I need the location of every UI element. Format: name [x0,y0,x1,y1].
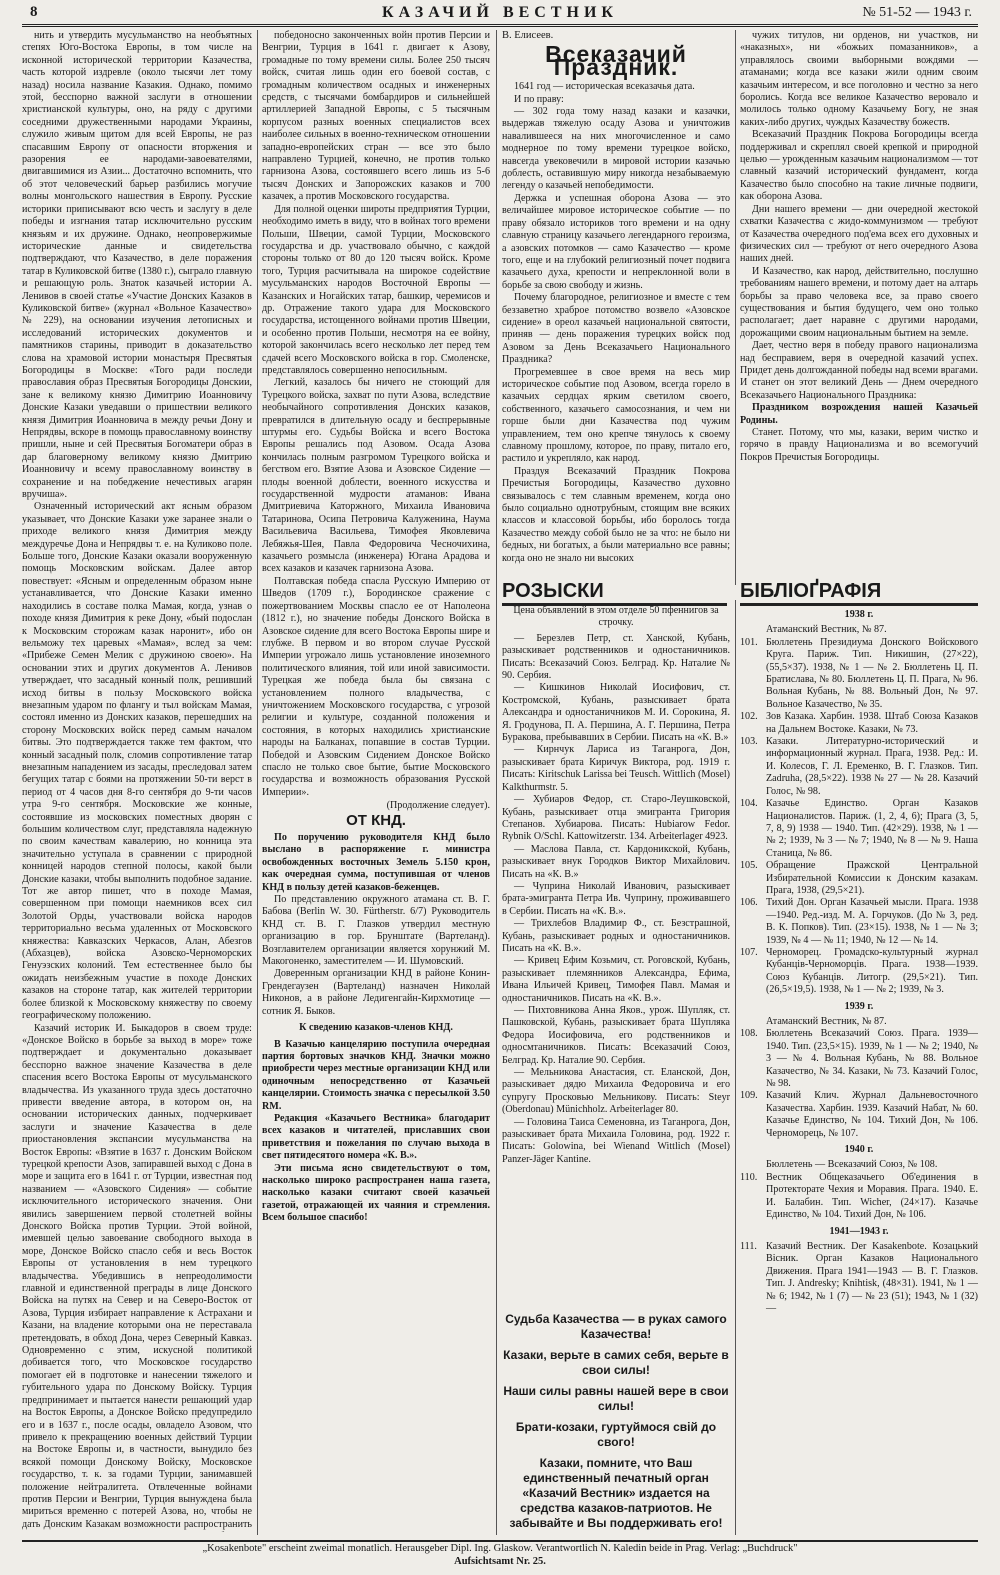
paragraph: Редакция «Казачьего Вестника» благодарит всех казаков и читателей, приславших свои приветствия и пожелания по случаю выхода в свет пятидесятого номера «К. В.». [262,1112,490,1162]
slogan: Брати-козаки, гуртуймося свiй до свого! [515,1420,717,1449]
bib-item: 101. Бюллетень Президиума Донского Войскового Круга. Париж. Тип. Никишин, (27×22), (55,5×37). 1938, № 1 — № 2. Бюллетень Ц. П. Братислава, № 80. Бюллетень Ц. П. Прага, № 96. Вольная Кубань, № 88. Вольный Дон, № 97. Вольное Казачество, № 35. [740,636,978,710]
paragraph: В Казачью канцелярию поступила очередная партия бортовых значков КНД. Значки можно приобрести через местные организации КНД или одиночным непосредственно от Казачьей канцелярии. Стоимость значка с пересылкой 3.50 RM. [262,1038,490,1112]
paragraph: Для полной оценки широты предприятия Турции, необходимо иметь в виду, что в войнах того времени Польши, Швеции, самой Турции, Московского государства и др. участвовало обычно, с каждой стороны только от 80 до 120 тысяч войск. Кроме того, Турция расчитывала на широкое содействие мусульманских народов Восточной Европы — Казанских и Ногайских татар, башкир, черемисов и др. Отражение такого удара для Московского государства, истощенного войнами против Швеции, и особенно против Польши, несмотря на ее войну, которой закончилась всего несколько лет перед тем сдачей всего Московского войска в гор. Смоленске, представлялось совершенно непосильным. [262,203,490,376]
knd-notice-title: К сведению казаков-членов КНД. [299,1022,453,1034]
bib-item: 110. Вестник Общеказачьего Об'единения в Протекторате Чехия и Моравия. Прага. 1940. Е. И. Балабин. Тип. Wicher, (24×17). Казачье Единство, № 104. Тихий Дон, № 106. [740,1171,978,1221]
slogans-box [502,1312,730,1540]
paragraph: Всеказачий Праздник Покрова Богородицы всегда поддерживал и скреплял своей крепкой и природной целью — урожденным казачьим национализмом — тот славный казачий исторический фундамент, когда Казачество было способно на такие личные подвиги, как оборона Азова. [740,129,978,203]
paragraph: Почему благородное, религиозное и вместе с тем беззаветно храброе потомство возвело «Азовское сидение» в ореол казачьей национальной святости, приняв — день поражения турецких войск под Азовом за День Всеказачьего Национального Праздника? [502,292,730,366]
paragraph: Дает, честно веря в победу правого национализма над бесправием, веря в очередной казачий успех. Придет день долгожданной победы над всеми врагами. И станет он этот великий День — Днем очередного Всеказачьего Национального Праздника: [740,340,978,401]
paragraph: Станет. Потому, что мы, казаки, верим чистко и горячо в правду Национализма и во всемогучий Покров Пречистыя Богородицы. [740,427,978,463]
paragraph: — 302 года тому назад казаки и казачки, выдержав тяжелую осаду Азова и уничтожив навалившееся на них многочисленное и само моднерное по тому времени турецкое войско, навсегда увековечили в мировой истории казачью доблесть, оставившую миру никогда незабываемую легенду о казачьей непобедимости. [502,106,730,192]
slogan: Казаки, верьте в самих себя, верьте в свои силы! [503,1348,729,1377]
search-item: — Мельникова Анастасия, ст. Еланской, Дон, разыскивает дядю Михаила Федоровича и его супругу Просковью Мельникову. Писать: Steyr (Oberdonau) Münichholz. Arbeiterlager 80. [502,1067,730,1116]
bib-line: Бюллетень — Всеказачий Союз, № 108. [766,1159,938,1171]
bib-item: 105. Обращение Пражской Центральной Избирательной Комиссии к Донским казакам. Прага, 1938, (29,5×21). [740,860,978,896]
bib-item: 109. Казачий Клич. Журнал Дальневосточного Казачества. Харбин. 1939. Казачий Набат, № 60. Казачье Единство, № 104. Тихий Дон, № 106. Черноморець, № 107. [740,1090,978,1139]
to-be-continued: (Продолжение следует). [386,800,490,811]
paragraph: Доверенным организации КНД в районе Конин-Грендегаузен (Вартеланд) назначен Николай Никонов, а в районе Ледигенгайн-Кирхмотице — сотник Я. Быков. [262,968,490,1017]
imprint-line: Aufsichtsamt Nr. 25. [454,1556,546,1567]
paragraph: Означенный исторический акт ясным образом указывает, что Донские Казаки уже заранее знали о приходе великого князя Димитрия между междуречье Дона и Непрядвы т. е. на Куликово поле. Больше того, Донские Казаки оказали вооруженную помощь Московским войскам. Далее автор повествует: «Ясным и определенным образом ныне устанавливается, что Донские Казаки именно находились в составе полка Мамая, когда, узнав о походе князя Димитрия к реке Дону, «бый подослан к Московским сторожам казак наронит», ибо он вельможу тех царевых «Мамая», вслед за чем: «Прибеже Семен Мелик с дружиною своею». На основании этих и других документов А. Ленивов утверждает, что засадный конный полк, решивший исход битвы в пользу Московского войска внезапным ударом по флангу и тыл войскам Мамая, состоял именно из Донских казаков, перешедших на сторону Московских войск перед самым началом битвы. Это подтверждается также тем фактом, что конный засадный полк, сломив сопротивление татар внезапным нападением из засады, преследовал затем бегущих татар с боями на протяжении 50-ти верст в период от 4 часов дня 8-го сентября до 9-ти часов утра 9-го сентября. Московские же конные, состоявшие из московских поместных дворян с большим количеством слуг, представляла надежную по своим качествам кавалерию, но конница эта значительно уступала в сравнении с природной конницей народов степной полосы, какой были Донские казаки, чтобы выполнить подобное задание. Тот же автор пишет, что в походе Мамая, совершенном при помощи наемников всех сил Золотой Орды, участвовали войска народов территориально весьма удаленных от Московского княжества: Кавказских Черкасов, Алан, Абезгов (Абхазцев), войска Азовско-Черноморских Генуэзских колоний. Тем естественнее было бы ожидать неизбежным участие в походе Донских казаков на стороне татар, как жителей территории более близкой к Московскому княжеству по своему географическому положению. [22,501,252,1022]
bibliography-section-title: БIБЛIОҐРАФIЯ [740,580,978,606]
paragraph: И по праву: [514,93,564,105]
paragraph: По представлению окружного атамана ст. В. Г. Бабова (Berlin W. 30. Fürtherstr. 6/7) Руководитель КНД ст. В. Г. Глазков утвердил местную организацию в гор. Брунштате (Вартеланд). Возглавителем организации является хорунжий М. Макогоненко, заместителем — И. Шумовский. [262,894,490,968]
column-rule [735,600,736,1535]
issue-info: № 51-52 — 1943 г. [862,5,972,20]
festival-article-column-2 [740,30,978,580]
festival-title: Всеказачий Праздник. [545,41,687,80]
search-item: — Кишкинов Николай Иосифович, ст. Костромской, Кубань, разыскивает брата Александра и одностаничников М. И. Сорокина, Я. Я. Гродунова, П. А. Першина, А. Г. Першина, Петра Буракова, пребывавших в Сербии. Писать на «К. В.» [502,682,730,744]
bib-item: 107. Черноморец. Громадско-культурный журнал Кубанцiв-Черноморцiв. Прага. 1938—1939. Союз Кубанцiв. Литогр. (29,5×21). Тип. (26,5×19,5). 1938, № 1 — № 2; 1939, № 3. [740,946,978,996]
search-section-title: РОЗЫСКИ [502,580,727,606]
article-author: В. Елисеев. [502,30,554,41]
page-header [22,2,978,27]
paragraph: Праздуя Всеказачий Праздник Покрова Пречистыя Богородицы, Казачество духовно связывалось с тем славным временем, когда оно было социально однотрубным, стоящим вне всяких классов и классовой борьбы, ибо боролось тогда Казачество между собой было не за что: не было ни бедных, ни богатых, а были материально все равны; когда оно не знало ни высоких [502,465,730,564]
page-number: 8 [30,4,38,20]
slogan: Судьба Казачества — в руках самого Казачества! [505,1312,727,1341]
search-item: — Трихлебов Владимир Ф., ст. Безстрашной, Кубань, разыскивает родных и одностаничников. Писать на «К. В.». [502,918,730,954]
search-price-note: Цена объявлений в этом отделе 50 пфеннигов за строчку. [513,605,719,629]
paragraph: чужих титулов, ни орденов, ни участков, ни «наказных», ни «божьих помазанников», а управлялось своими выборными вождями — атаманами; когда все казаки жили одним своим казачьим интересом, и все поголовно и честно за него боролись. Когда все великое Казачество веровало и молилось только одному Казачьему Богу, не зная каких-либо других, чуждых Казачеству божеств. [740,30,978,128]
paragraph: 1641 год — историческая всеказачья дата. [514,81,695,93]
bib-year: 1941—1943 г. [829,1225,889,1237]
history-article-column-2 [262,30,490,800]
bib-year: 1940 г. [844,1144,874,1156]
bib-line: Атаманский Вестник, № 87. [766,1016,887,1027]
bib-item: 108. Бюллетень Всеказачий Союз. Прага. 1939—1940. Тип. (23,5×15). 1939, № 1 — № 2; 1940, № 3 — № 4. Вольная Кубань, № 88. Вольное Казачество, № 34. Казаки, № 73. Казачий Голос, № 98. [740,1028,978,1090]
newspaper-title: КАЗАЧИЙ ВЕСТНИК [381,4,619,21]
paragraph: нить и утвердить мусульманство на необъятных степях Юго-Востока Европы, в том числе на исконной исторической территории Казачества, часть которой издревле (около тысячи лет тому назад) носила название Казакия. Однако, помимо этой, бесспорно важной заслуги в отношении христианской культуры, оно, на ряду с другими соседними дружественными народами Украины, служило живым щитом для всей Европы, не раз спасавшим Европу от опасности вторжения и разорения ее народами-завоевателями, двигавшимися из Азии... Достаточно вспомнить, что об этот человеческий барьер разбились могучие волны монгольского нашествия в Европу. Русские историки приписывают всю честь и заслугу в деле победы и изгнания татар исключительно русским князьям и их дружине. Однако, неопровержимые исторические данные и свидетельства подтверждают, что Казачество, в деле поражения татар в Куликовской битве (1380 г.), сыграло главную и решающую роль. Знаток казачьей истории А. Ленивов в своей статье «Участие Донских Казаков в Куликовской битве» (журнал «Вольное Казачество» № 229), на основании изучения летописных и исследований исторических документов и памятников старины, приводит в доказательство слова на храмовой истории монастыря Пресвятыя Богородицы в Москве: «Того ради последи православия образ Пресвятыя Богородицы Донскии, зане к великому князю Димитрию Иоанновичу Донские Казаки уведавши о пришествии великого князя Димитрия Иоанновича в между речьи Дону и Непрядвы, вскоре в помощь православному воинству пришли, ныне и сей Пресвятыя Богоматери образ в дар благоверному великому князю Дмитрию Иоанновичу и всему православному воинству в сохранение и на победжение нечестивых агарян вручиша». [22,30,252,501]
search-column [502,605,730,1305]
slogan: Казаки, помните, что Ваш единственный печатный орган «Казачий Вестник» издается на средства казаков-патриотов. Не забывайте и Вы поддерживать его! [509,1456,723,1530]
search-item: — Кирнчук Лариса из Таганрога, Дон, разыскивает брата Киричук Виктора, род. 1919 г. Писать: Kiritschuk Larissa bei Teusch. Wittlich (Mosel) Kalkthurmstr. 5. [502,744,730,793]
bib-item: 103. Казаки. Литературно-исторический и информационный журнал. Прага, 1938. Ред.: И. И. Колесов, Г. Л. Еременко, В. Г. Глазков. Тип. Zadruha, (28,5×22). 1938 № 27 — № 28. Казачий Голос, № 98. [740,736,978,797]
paragraph: Казачий историк И. Быкадоров в своем труде: «Донское Войско в борьбе за выход в море» тоже подтверждает и документально доказывает бесспорно важное значение Казачества в деле спасения всего Востока Европы от мусульманского владычества. Из указанного труда здесь достаточно привести введение автора, в котором он, на основании исторических данных, подчеркивает заслуги и значение Казачества в деле приостановления экспансии мусульманства на Восток Европы: «Взятие в 1637 г. Донским Войском турецкой крепости Азов, запиравшей выход с Дона в море и защита его в 1641 г. от Турции, известная под названием — «Азовского Сидения» — событие исключительного исторического значения. Они явились завершением первой столетней войны Донского Войска против Турции. Этой войной, имевшей целью завоевание свободного выхода в море, Донское Войско спасло себя и весь Восток Европы от установления в нем турецкого владычества. Убедившись в непреодолимости главной и единственной преграды в лице Донского Войска на путях на Север и на Северо-Восток от Азова, Турция избирает направление к Астрахани и Казани, на владение которыми она не переставала претендовать, в обход Дона, через Северный Кавказ. Одновременно с этим, искусной политикой добивается того, что Московское государство помогает ей в подготовке и нанесении тяжелого и губительного удара по Донскому Войску. Турция предпринимает и пытается нанести решающий удар на Восток Европы, а Донское Войско предупредило его и в 1637 г., после осады, овладело Азовом, что привело к прекращению военных действий Турции на Востоке Европы и, в частности, вынудило без всякой помощи Донскому Войску, Московское государство, т. к. за годами Турции, занимавшей положение нейтралитета. Отвлеченные войнами против Персии и Венгрии, Турция вынуждена была мириться временно с потерей Азова, но, чтобы не дать Донским Казакам возможности распространить [22,1022,252,1530]
column-rule [496,30,497,1535]
bib-year: 1938 г. [844,609,874,620]
paragraph: Праздником возрождения нашей Казачьей Родины. [740,402,978,426]
search-item: — Кривец Ефим Козьмич, ст. Роговской, Кубань, разыскивает племянников Александра, Ефима, Ивана Ильичей Кривец, Тимофея Павл. Мамая и одностаничников. Писать на «К. В.». [502,955,730,1004]
paragraph: Дни нашего времени — дни очередной жестокой схватки Казачества с жидо-коммунизмом — требуют от Казачества очередного под'ема всех его духовных и физических сил — требуют от него очередного Азова наших дней. [740,203,978,265]
bib-item: 111. Казачий Вестник. Der Kasakenbote. Козацький Вiсник. Орган Казаков Национального Движения. Прага 1941—1943 — В. Г. Глазков. Тип. J. Andresky; Knihtisk, (48×31). 1941, № 1 — № 6; 1942, № 1 (7) — № 23 (51); 1943, № 1 (32) — [740,1240,978,1314]
paragraph: Полтавская победа спасла Русскую Империю от Шведов (1709 г.), Бородинское сражение с пожертвованием Москвы спасло ее от Наполеона (1812 г.), но значение победы Донского Войска в Азовское сидение для всего Востока Европы шире и глубже. В первом и во втором случае Русской Империи угрожало лишь установление иноземного политического влияния, той или иной зависимости. Турецкая же победа была бы связана с установлением полного владычества, с уничтожением Московского государства, с угрозой религии и культуре, созданной положения и состояния, в которых находились христианские народы на Балканах, попавшие в состав Турции. Победой и Азовским Сидением Донское Войско спасло не только свое бытие, бытие Московского государства и возможность образования Русской Империи». [262,575,490,798]
search-item: — Чуприна Николай Иванович, разыскивает брата-эмигранта Петра Ив. Чуприну, проживавшего в Сербии. Писать на «К. В.». [502,880,730,917]
paragraph: И Казачество, как народ, действительно, послушно требованиям нашего времени, и потому дает на алтарь борьбы за право человека все, за право своего существования и бытия будущего, чем оно только располагает; дает наравне с другими народами, дорожащими своим национальным бытием на земле. [740,265,978,339]
knd-column [262,832,490,1562]
bib-item: 104. Казачье Единство. Орган Казаков Националистов. Париж. (1, 2, 4, 6); Прага (3, 5, 7, 8, 9) 1938 — 1940. Тип. (42×29). 1938, № 1 — № 2; 1939, № 3 — № 7; 1940, № 8 — № 9. Наша Станица, № 86. [740,798,978,859]
paragraph: Эти письма ясно свидетельствуют о том, насколько широко распространен наша газета, насколько казаки считают своей казачьей газетой, отражающей их чаяния и стремления. Всем большое спасибо! [262,1162,490,1224]
bib-item: 102. Зов Казака. Харбин. 1938. Штаб Союза Казаков на Дальнем Востоке. Казаки, № 73. [740,711,978,735]
paragraph: Прогремевшее в свое время на весь мир историческое событие под Азовом, всегда горело в казачьих сердцах ярким светилом своего, собственного, казачьего самосознания, и чем ни горше были дни Казачества под чужим управлением, тем оно крепче тянулось к своему славному прошлому, которое, по праву, питало его, растило и укрепляло, как народ. [502,366,730,465]
paragraph: По поручению руководителя КНД было выслано в распоряжение г. министра освобожденных восточных Земель 5.150 крон, как очередная сумма, поступившая от членов КНД в пользу детей казаков-беженцев. [262,832,490,893]
search-item: — Головина Таиса Семеновна, из Таганрога, Дон, разыскивает брата Михаила Головина, род. 1922 г. Писать: Golowina, bei Wienand Wittlich (Mosel) Panzer-Jäger Kantine. [502,1116,730,1165]
imprint-footer [22,1540,978,1572]
bib-line: Атаманский Вестник, № 87. [766,624,887,636]
bib-year: 1939 г. [844,1000,874,1012]
bibliography-column [740,605,978,1485]
history-article-column-1 [22,30,252,1532]
imprint-line: „Kosakenbote" erscheint zweimal monatlich. Herausgeber Dipl. Ing. Glaskow. Verantwortlich N. Kaledin beide in Prag. Verlag: „Buchdruck" [202,1543,798,1554]
slogan: Наши силы равны нашей вере в свои силы! [503,1384,729,1413]
knd-title: ОТ КНД. [346,812,406,829]
column-rule [735,30,736,585]
festival-article-column-1 [502,30,730,580]
search-item: — Хубиаров Федор, ст. Старо-Леушковской, Кубань, разыскивает отца эмигранта Григория Степанов. Хубиарова. Писать: Hubiarow Fedor. Rybnik O/Schl. Kattowitzerstr. 134. Arbeiterlager 4923. [502,794,730,843]
search-item: — Маслова Павла, ст. Кардоникской, Кубань, разыскивает внук Городков Виктор Михайлович. Писать на «К. В.» [502,843,730,880]
search-item: — Пихтовникова Анна Яков., урож. Шупляк, ст. Пашковской, Кубань, разыскивает брата Шупляка Федора Иосифовича, его родственников и односмтаничников. Писать: Всеказачий Союз, Белград. Кр. Наталие 90. Сербия. [502,1005,730,1066]
bib-item: 106. Тихий Дон. Орган Казачьей мысли. Прага. 1938—1940. Ред.-изд. М. А. Горчуков. (До № 3, ред. В. К. Попков). Тип. (23×15). 1938, № 1 — № 3; 1939, № 4 — № 11; 1940, № 12 — № 14. [740,897,978,946]
paragraph: победоносно законченных войн против Персии и Венгрии, Турция в 1641 г. двигает к Азову, громадные по тому времени силы. Более 250 тысяч войск, считая лишь один его боевой состав, с громадным количеством осадных и инженерных средств, с тысячами бомбардиров и сильнейшей артиллерией Западной Европы, с 5 тысячным корпусом разных военных специалистов всех наиболее сильных в военно-техническом отношении западно-европейских стран — все это было направлено Турцией, конечно, не против только гарнизона Азова, состоявшего всего лишь из 5-6 тысяч Донских и Запорожских казаков и 700 казачек, а против Московского государства. [262,30,490,203]
column-rule [257,30,258,1535]
paragraph: Держка и успешная оборона Азова — это величайшее мировое историческое событие — по праву обязало историков того времени и на одну славную страницу казачьего легендарного героизма, а азовских потомков — само Казачество — кроме того, еще и на глубокий религиозный почет подвига казачьего духа, крепости и непреклонной воли в борьбе за свою свободу и жизнь. [502,192,730,291]
paragraph: Легкий, казалось бы ничего не стоющий для Турецкого войска, захват по пути Азова, вследствие необычайного сопротивления Донских казаков, превратился в длительную осаду и беспрерывные штурмы его. Судьбы Войска и всего Востока Европы решались под Азовом. Осада Азова кончилась полным разгромом Турецкого войска и бегством его. Взятие Азова и Азовское Сидение — плоды военной доблести, военного искусства и государственной мудрости атаманов: Ивана Дмитриевича Каторжного, Михаила Ивановича Татаринова, Осипа Петровича Калуженина, Наума Васильевича Васильева, Тимофея Яковлевича Лебяжья-Шея, Павла Федоровича Чесночихина, казачьего розмысла (инженера) Югана Арадова и всех казаков и казачек гарнизона Азова. [262,377,490,575]
search-item: — Березлев Петр, ст. Ханской, Кубань, разыскивает родственников и одностаничников. Писать: Всеказачий Союз. Белград. Кр. Наталие № 90. Сербия. [502,632,730,682]
